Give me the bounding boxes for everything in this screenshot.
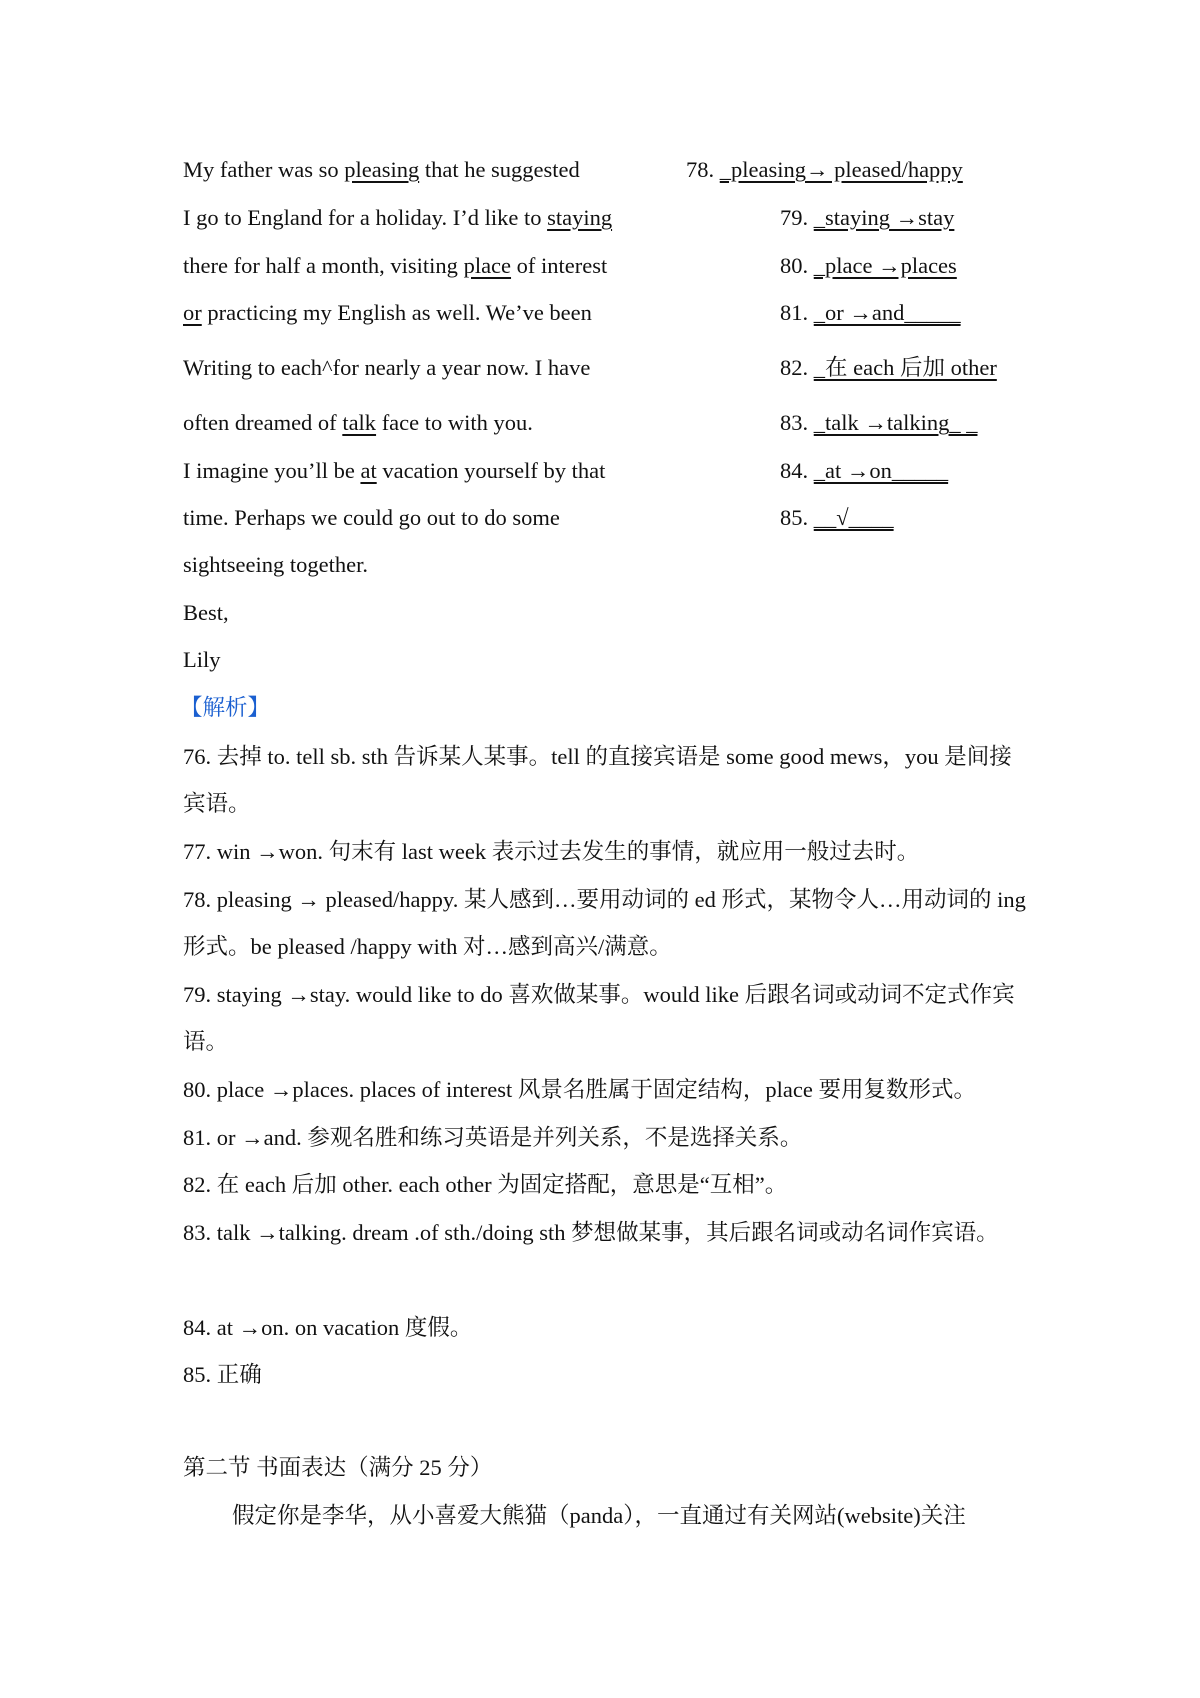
section-title: 第二节 书面表达（满分 25 分） [183,1455,493,1480]
letter-line-7 [183,456,605,486]
letter-line-1 [183,155,580,185]
answer-80 [780,251,957,281]
error-word: staying [547,205,613,230]
letter-line-6 [183,408,533,438]
answer-78 [686,155,963,185]
analysis-85: 85. 正确 [183,1362,262,1387]
text: there for half a month, visiting [183,253,464,278]
answer-number: 85. [780,505,809,530]
answer-82 [780,353,997,383]
error-word: place [463,253,512,278]
answer-text: _talk →talking_ _ [813,410,978,435]
letter-line-9: sightseeing together. [183,552,368,577]
error-word: talk [342,410,377,435]
section-intro: 假定你是李华，从小喜爱大熊猫（panda），一直通过有关网站(website)关注 [232,1503,966,1528]
letter-line-4 [183,298,592,328]
text: that he suggested [419,157,580,182]
answer-84 [780,456,948,486]
text: face to with you. [376,410,533,435]
text: vacation yourself by that [376,458,606,483]
analysis-78: 78. pleasing → pleased/happy. 某人感到…要用动词的 ed 形式，某物令人…用动词的 ing 形式。be pleased /happy with 对…感到高兴/满意。 [183,887,1026,959]
answer-number: 82. [780,355,809,380]
letter-line-5: Writing to each^for nearly a year now. I have [183,355,591,380]
text: My father was so [183,157,345,182]
analysis-82: 82. 在 each 后加 other. each other 为固定搭配，意思是“互相”。 [183,1172,788,1197]
analysis-77: 77. win →won. 句末有 last week 表示过去发生的事情，就应用一般过去时。 [183,839,920,864]
answer-number: 80. [780,253,809,278]
answer-83 [780,408,977,438]
analysis-81: 81. or →and. 参观名胜和练习英语是并列关系，不是选择关系。 [183,1125,803,1150]
analysis-79: 79. staying →stay. would like to do 喜欢做某事。would like 后跟名词或动词不定式作宾语。 [183,982,1015,1054]
analysis-80: 80. place →places. places of interest 风景名胜属于固定结构，place 要用复数形式。 [183,1077,976,1102]
analysis-76: 76. 去掉 to. tell sb. sth 告诉某人某事。tell 的直接宾语是 some good mews，you 是间接宾语。 [183,744,1012,816]
answer-text: _staying →stay [813,205,955,230]
text: often dreamed of [183,410,343,435]
analysis-83: 83. talk →talking. dream .of sth./doing sth 梦想做某事，其后跟名词或动名词作宾语。 [183,1220,999,1245]
text: I imagine you’ll be [183,458,361,483]
letter-line-2 [183,203,612,233]
answer-79 [780,203,954,233]
answer-number: 78. [686,157,715,182]
answer-text: _pleasing→ pleased/happy [719,157,963,182]
error-word: pleasing [344,157,420,182]
error-word: at [360,458,377,483]
answer-number: 84. [780,458,809,483]
answer-text: _at →on_____ [813,458,949,483]
letter-line-11: Lily [183,647,221,672]
answer-81 [780,298,961,328]
text: I go to England for a holiday. I’d like to [183,205,548,230]
answer-text: _or →and_____ [813,300,961,325]
letter-line-8: time. Perhaps we could go out to do some [183,505,560,530]
answer-85 [780,503,894,533]
letter-line-10: Best, [183,600,229,625]
answer-text: _place →places [813,253,957,278]
answer-number: 81. [780,300,809,325]
text: practicing my English as well. We’ve been [201,300,592,325]
analysis-84: 84. at →on. on vacation 度假。 [183,1315,473,1340]
letter-line-3 [183,251,607,281]
answer-text: __√____ [813,505,894,530]
answer-number: 79. [780,205,809,230]
answer-number: 83. [780,410,809,435]
text: of interest [511,253,608,278]
answer-text: _在 each 后加 other [813,355,997,380]
analysis-heading: 【解析】 [180,695,271,720]
error-word: or [183,300,202,325]
